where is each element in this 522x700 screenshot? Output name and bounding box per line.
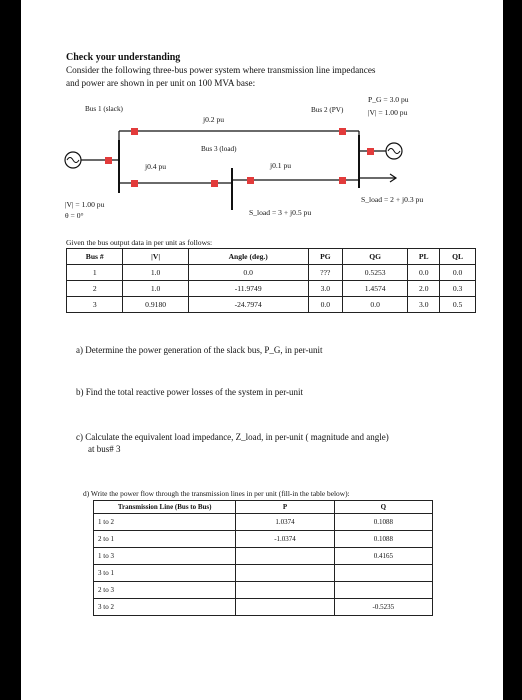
question-c-line1: c) Calculate the equivalent load impedance, Z_load, in per-unit ( magnitude and angle) (76, 432, 389, 442)
table-cell: 1 (67, 265, 123, 281)
bus-data-table (66, 248, 476, 313)
col-header: QL (440, 249, 476, 265)
question-a: a) Determine the power generation of the slack bus, P_G, in per-unit (76, 345, 323, 355)
document-page (21, 0, 503, 700)
col-header: Angle (deg.) (188, 249, 308, 265)
table-cell: 0.0 (440, 265, 476, 281)
table-cell: 3 to 1 (94, 565, 236, 582)
table-row (94, 514, 433, 531)
table-cell: 0.5253 (343, 265, 408, 281)
impedance-13: j0.4 pu (145, 162, 167, 171)
table-cell: 2 to 3 (94, 582, 236, 599)
table-row (94, 582, 433, 599)
table-cell: 0.0 (408, 265, 440, 281)
intro-line-1: Consider the following three-bus power system where transmission line impedances (66, 65, 376, 75)
col-header: |V| (123, 249, 188, 265)
table-cell: 0.3 (440, 281, 476, 297)
table-cell: 1.4574 (343, 281, 408, 297)
table-cell: 3.0 (308, 281, 342, 297)
table-cell: -24.7974 (188, 297, 308, 313)
col-header: Q (334, 501, 432, 514)
question-b: b) Find the total reactive power losses of the system in per-unit (76, 387, 304, 397)
breaker-gen2 (367, 148, 374, 155)
breaker-23b (339, 177, 346, 184)
table-cell: 1.0374 (236, 514, 334, 531)
table-cell: 1 to 2 (94, 514, 236, 531)
col-header: Transmission Line (Bus to Bus) (94, 501, 236, 514)
impedance-23: j0.1 pu (270, 161, 292, 170)
bus2-label: Bus 2 (PV) (311, 106, 344, 114)
table-cell: 2 to 1 (94, 531, 236, 548)
question-c-line2: at bus# 3 (88, 444, 121, 454)
heading: Check your understanding (66, 52, 181, 63)
breaker-12a (131, 128, 138, 135)
table-cell: 0.0 (308, 297, 342, 313)
col-header: Bus # (67, 249, 123, 265)
table-row (67, 297, 476, 313)
table-cell: 1 to 3 (94, 548, 236, 565)
table-cell (334, 565, 432, 582)
bus1-label: Bus 1 (slack) (85, 105, 123, 113)
table-cell: 1.0 (123, 281, 188, 297)
col-header: P (236, 501, 334, 514)
bus1-vmag: |V| = 1.00 pu (65, 200, 105, 209)
table-cell: 0.0 (188, 265, 308, 281)
table-cell: 2.0 (408, 281, 440, 297)
table-cell: 3 to 2 (94, 599, 236, 616)
table-cell: ??? (308, 265, 342, 281)
table-cell (236, 565, 334, 582)
table-cell: 0.5 (440, 297, 476, 313)
table-cell: 3 (67, 297, 123, 313)
bus-table-caption: Given the bus output data in per unit as follows: (66, 238, 213, 247)
breaker-12b (339, 128, 346, 135)
generator-icon-bus1 (65, 152, 81, 168)
power-flow-table (93, 500, 433, 616)
table-cell: -0.5235 (334, 599, 432, 616)
bus3-label: Bus 3 (load) (201, 145, 237, 153)
bus2-load: S_load = 2 + j0.3 pu (361, 195, 424, 204)
intro-line-2: and power are shown in per unit on 100 MVA base: (66, 78, 256, 88)
table-cell (236, 548, 334, 565)
breaker-gen1 (105, 157, 112, 164)
table-cell: 0.4165 (334, 548, 432, 565)
table-cell: 1.0 (123, 265, 188, 281)
bus3-load: S_load = 3 + j0.5 pu (249, 208, 312, 217)
table-cell: 2 (67, 281, 123, 297)
col-header: QG (343, 249, 408, 265)
breaker-13a (131, 180, 138, 187)
table-cell (236, 599, 334, 616)
question-d: d) Write the power flow through the transmission lines in per unit (fill-in the table below): (83, 489, 350, 498)
table-cell: 0.0 (343, 297, 408, 313)
table-row (94, 548, 433, 565)
col-header: PG (308, 249, 342, 265)
breaker-23a (247, 177, 254, 184)
table-row (67, 281, 476, 297)
table-row (94, 599, 433, 616)
table-cell: 3.0 (408, 297, 440, 313)
table-cell: -11.9749 (188, 281, 308, 297)
breaker-13b (211, 180, 218, 187)
table-cell (334, 582, 432, 599)
table-cell: 0.9180 (123, 297, 188, 313)
table-cell: 0.1088 (334, 514, 432, 531)
bus1-angle: θ = 0° (65, 211, 84, 220)
bus2-pg: P_G = 3.0 pu (368, 95, 409, 104)
table-cell (236, 582, 334, 599)
generator-icon-bus2 (386, 143, 402, 159)
bus2-vmag: |V| = 1.00 pu (368, 108, 408, 117)
table-row (67, 265, 476, 281)
table-row (94, 531, 433, 548)
table-cell: 0.1088 (334, 531, 432, 548)
col-header: PL (408, 249, 440, 265)
flow-table-header-row (94, 501, 433, 514)
impedance-12: j0.2 pu (203, 115, 225, 124)
table-cell: -1.0374 (236, 531, 334, 548)
table-row (94, 565, 433, 582)
bus-table-header-row (67, 249, 476, 265)
